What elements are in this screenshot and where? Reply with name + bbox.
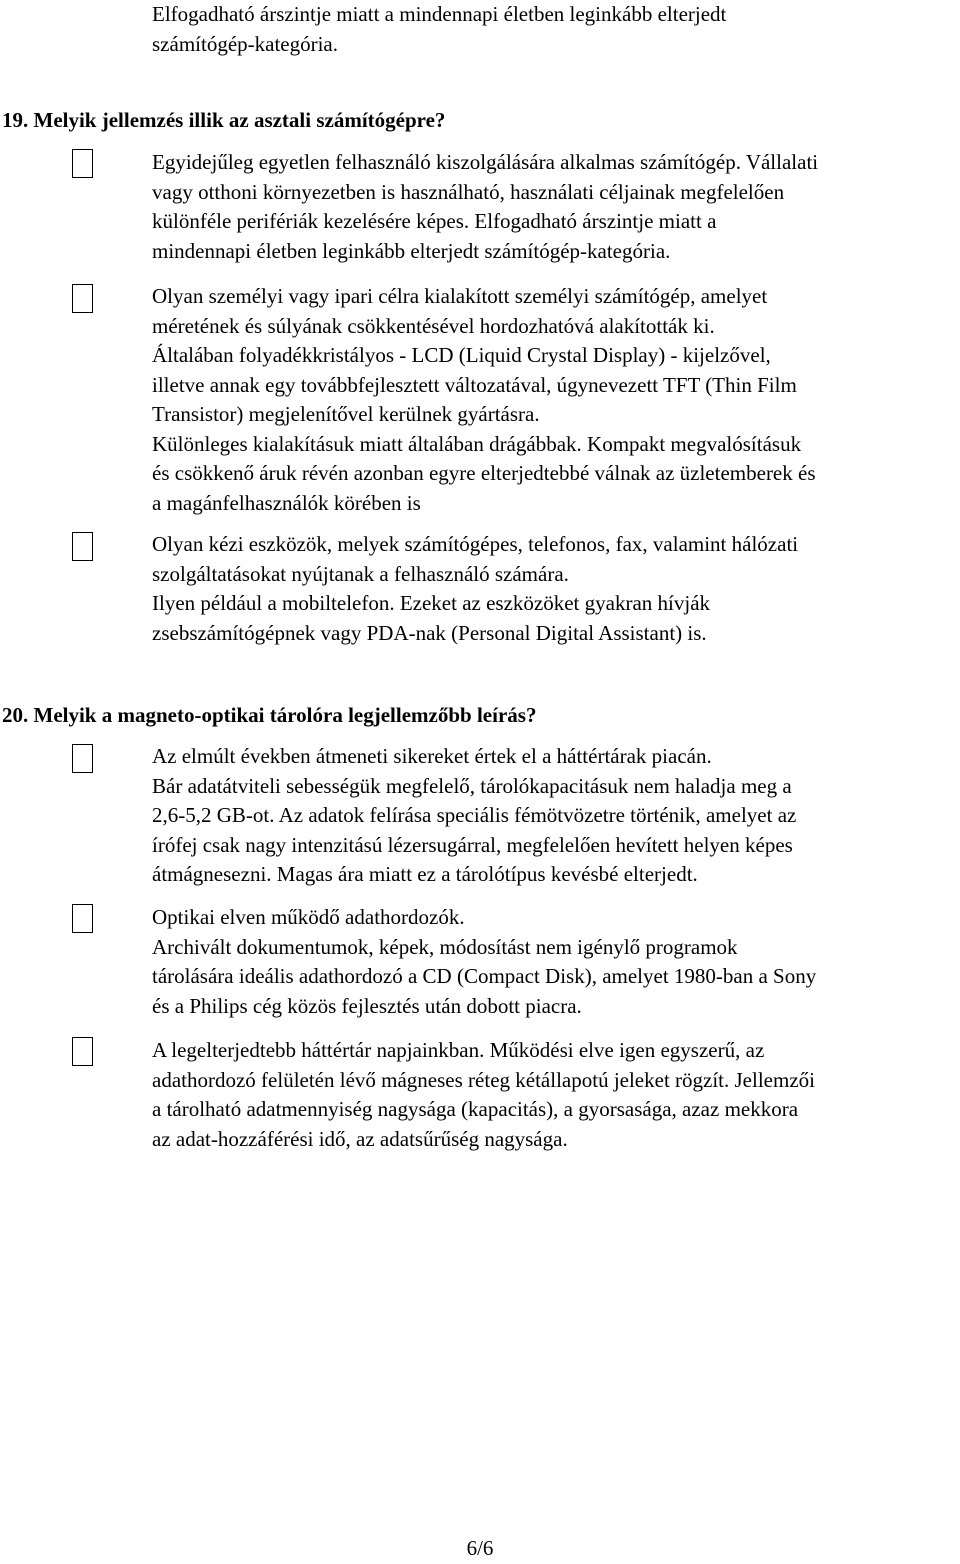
text-line: Optikai elven működő adathordozók. [152, 905, 465, 929]
text-line: Általában folyadékkristályos - LCD (Liquid Crystal Display) - kijelzővel, [152, 343, 771, 367]
text-line: zsebszámítógépnek vagy PDA-nak (Personal Digital Assistant) is. [152, 620, 707, 645]
text-line: átmágnesezni. Magas ára miatt ez a tárolótípus kevésbé elterjedt. [152, 862, 698, 886]
q20-option-3-checkbox[interactable] [72, 1037, 93, 1066]
text-line: Egyidejűleg egyetlen felhasználó kiszolgálására alkalmas számítógép. Vállalati [152, 150, 819, 174]
q19-option-2-text [152, 282, 958, 518]
text-line: méretének és súlyának csökkentésével hordozhatóvá alakították ki. [152, 313, 715, 338]
text-line: Olyan kézi eszközök, melyek számítógépes, telefonos, fax, valamint hálózati [152, 532, 799, 556]
text-line: Olyan személyi vagy ipari célra kialakított személyi számítógép, amelyet [152, 284, 768, 308]
text-line: 2,6-5,2 GB-ot. Az adatok felírása speciális fémötvözetre történik, amelyet az [152, 803, 797, 827]
text-line: Transistor) megjelenítővel kerülnek gyártásra. [152, 402, 540, 426]
text-line: illetve annak egy továbbfejlesztett változatával, úgynevezett TFT (Thin Film [152, 372, 797, 397]
text-line: a tárolható adatmennyiség nagysága (kapacitás), a gyorsasága, azaz mekkora [152, 1097, 799, 1121]
text-line: és a Philips cég közös fejlesztés után dobott piacra. [152, 993, 582, 1018]
text-line: Archivált dokumentumok, képek, módosítást nem igénylő programok [152, 934, 738, 959]
text-line: adathordozó felületén lévő mágneses réteg kétállapotú jeleket rögzít. Jellemzői [152, 1067, 815, 1092]
text-line: számítógép-kategória. [152, 31, 339, 56]
question-19-title: 19. Melyik jellemzés illik az asztali számítógépre? [2, 108, 446, 132]
text-line: Az elmúlt években átmeneti sikereket értek el a háttértárak piacán. [152, 744, 712, 768]
question-20-title: 20. Melyik a magneto-optikai tárolóra legjellemzőbb leírás? [2, 703, 537, 727]
text-line: A legelterjedtebb háttértár napjainkban. Működési elve igen egyszerű, az [152, 1038, 765, 1062]
q20-option-2-checkbox[interactable] [72, 904, 93, 933]
q20-option-2-text [152, 903, 958, 1021]
text-line: szolgáltatásokat nyújtanak a felhasználó számára. [152, 561, 569, 586]
q20-option-3-text [152, 1036, 958, 1154]
q19-option-1-text [152, 148, 958, 266]
q19-option-3-text [152, 530, 958, 648]
text-line: az adat-hozzáférési idő, az adatsűrűség nagysága. [152, 1126, 568, 1151]
text-line: vagy otthoni környezetben is használható, használati céljainak megfelelően [152, 179, 785, 204]
text-line: a magánfelhasználók körében is [152, 490, 421, 515]
text-line: tárolására ideális adathordozó a CD (Compact Disk), amelyet 1980-ban a Sony [152, 964, 817, 988]
text-line: Bár adatátviteli sebességük megfelelő, tárolókapacitásuk nem haladja meg a [152, 773, 792, 798]
q19-option-2-checkbox[interactable] [72, 284, 93, 313]
q19-option-3-checkbox[interactable] [72, 532, 93, 561]
text-line: és csökkenő áruk révén azonban egyre elterjedtebbé válnak az üzletemberek és [152, 461, 816, 485]
text-line: Ilyen például a mobiltelefon. Ezeket az eszközöket gyakran hívják [152, 591, 711, 615]
q20-option-1-checkbox[interactable] [72, 744, 93, 773]
text-line: írófej csak nagy intenzitású lézersugárral, megfelelően hevített helyen képes [152, 832, 793, 857]
q20-option-1-text [152, 742, 958, 890]
intro-paragraph [152, 0, 958, 59]
q19-option-1-checkbox[interactable] [72, 149, 93, 178]
text-line: különféle perifériák kezelésére képes. Elfogadható árszintje miatt a [152, 209, 717, 233]
text-line: Elfogadható árszintje miatt a mindennapi életben leginkább elterjedt [152, 2, 727, 26]
page-number: 6/6 [466, 1536, 494, 1560]
text-line: mindennapi életben leginkább elterjedt számítógép-kategória. [152, 238, 671, 263]
text-line: Különleges kialakításuk miatt általában drágábbak. Kompakt megvalósításuk [152, 431, 802, 456]
